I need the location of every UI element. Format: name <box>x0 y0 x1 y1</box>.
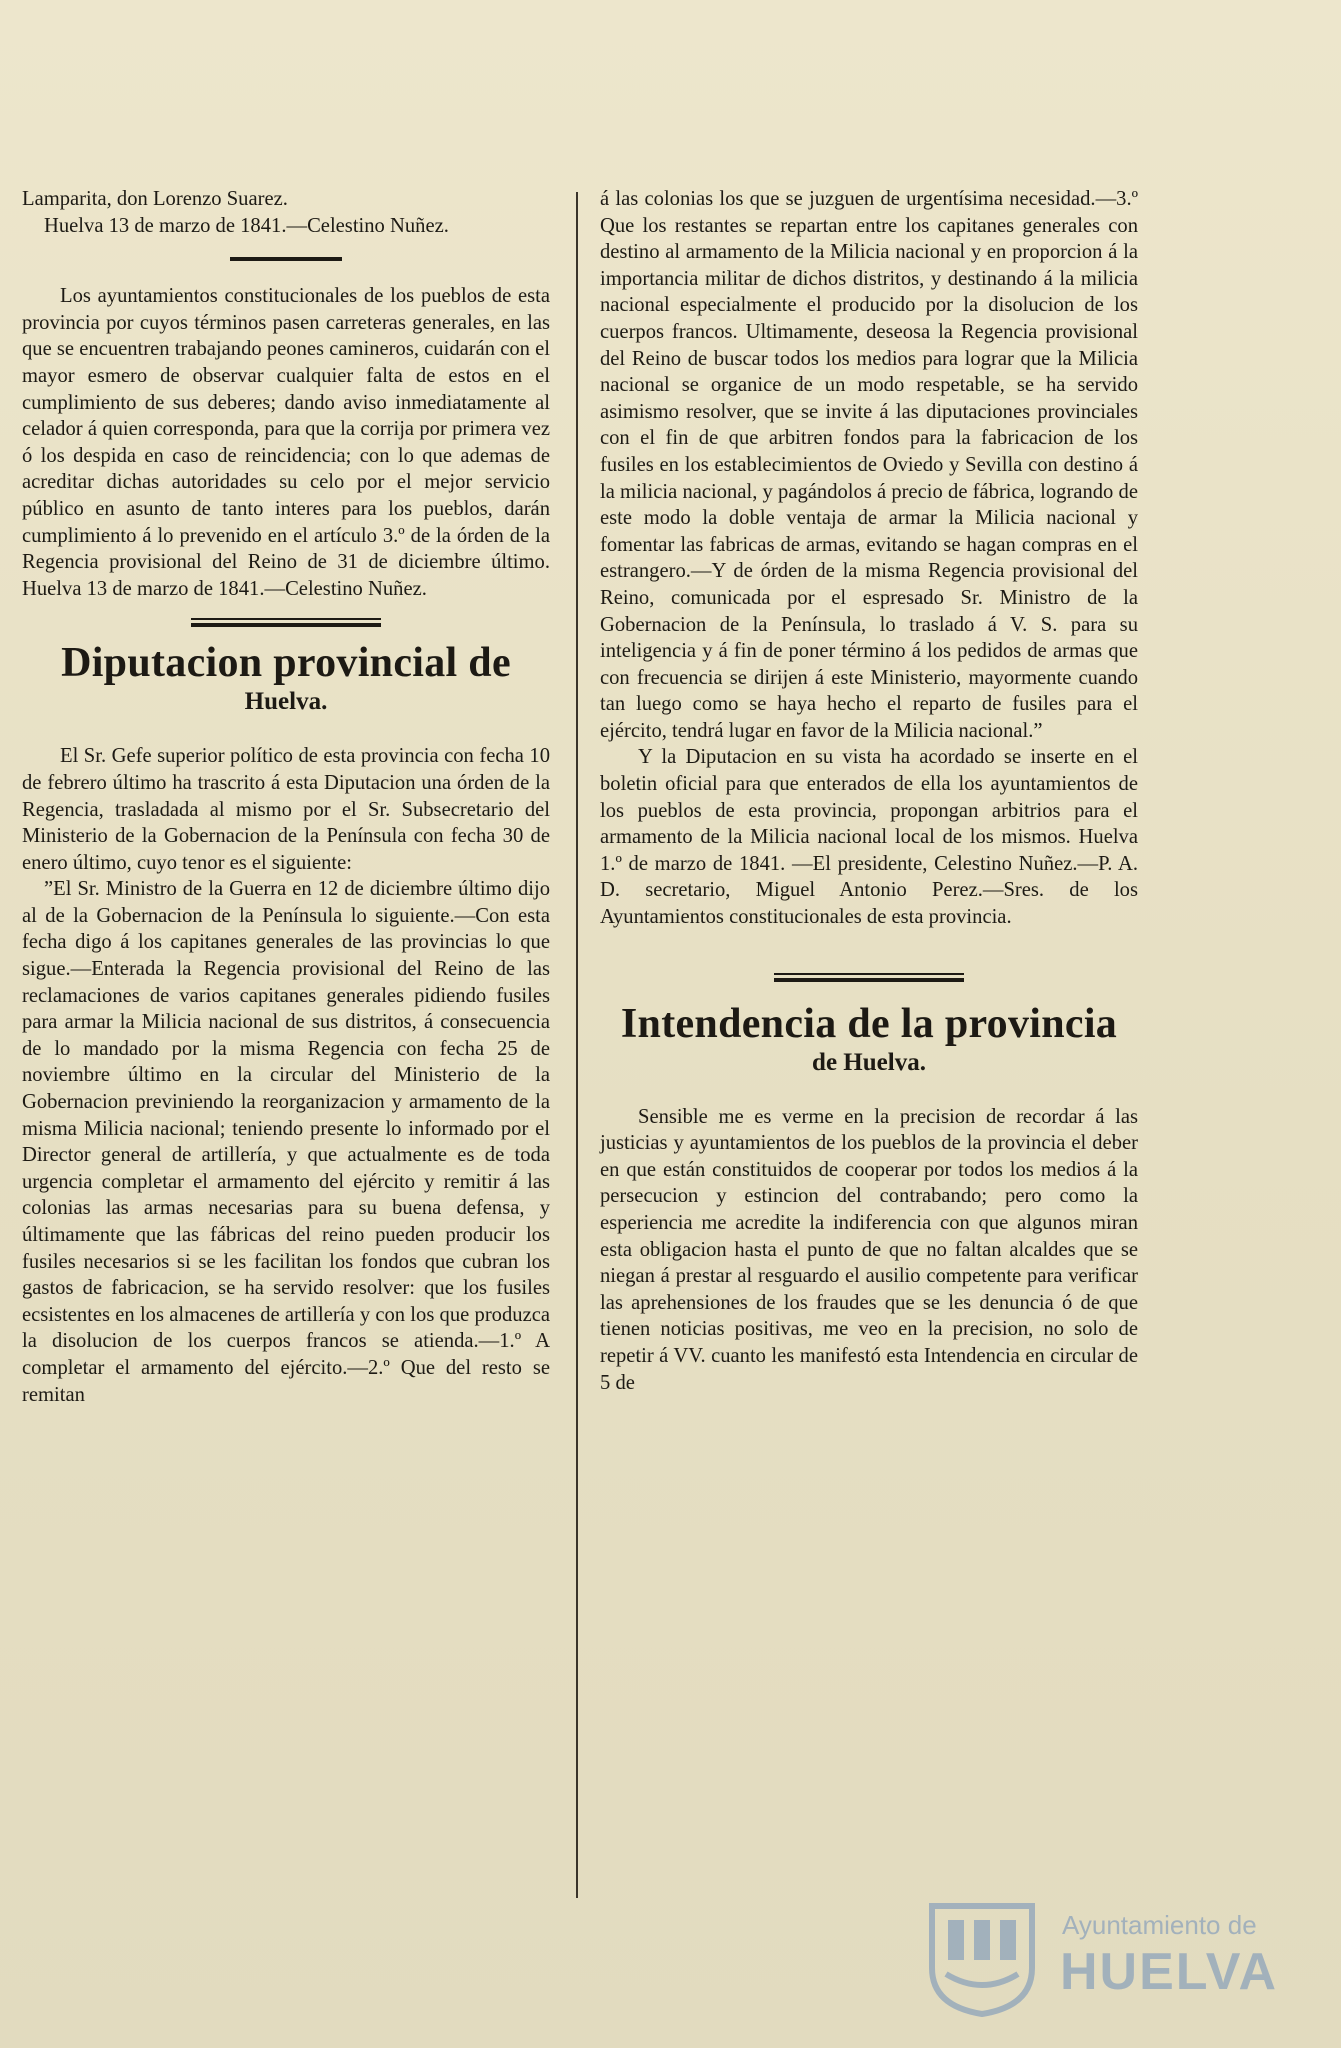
paragraph-ministro-guerra: ”El Sr. Ministro de la Guerra en 12 de diciembre último dijo al de la Gobernacion de la Península lo siguiente.—Con esta fecha digo á los capitanes generales de las provincias lo que sigue.—Enterada la Regencia provisional del Reino de las reclamaciones de varios capitanes generales pidiendo fusiles para armar la Milicia nacional de sus distritos, á consecuencia de lo mandado por la misma Regencia con fecha 25 de noviembre último en la circular del Ministerio de la Gobernacion previniendo la reorganizacion y armamento de la misma Milicia nacional; teniendo presente lo informado por el Director general de artillería, y que actualmente es de toda urgencia completar el armamento del ejército y remitir á las colonias las armas necesarias para su buena defensa, y últimamente que las fábricas del reino pueden producir los fusiles necesarios si se les facilitan los fondos que cubran los gastos de fabricacion, se ha servido resolver: que los fusiles ecsistentes en los almacenes de artillería y con los que produzca la disolucion de los cuerpos francos se atienda.—1.º A completar el armamento del ejército.—2.º Que del resto se remitan <box>22 878 550 1406</box>
left-column <box>22 186 550 1408</box>
watermark-text-line1: Ayuntamiento de <box>1062 1910 1257 1940</box>
paragraph-colonias: á las colonias los que se juzguen de urgentísima necesidad.—3.º Que los restantes se repartan entre los capitanes generales con destino al armamento de la Milicia nacional y en proporcion á la importancia militar de dichos distritos, y destinando á la milicia nacional especialmente el producido por la disolucion de los cuerpos francos. Ultimamente, deseosa la Regencia provisional del Reino de buscar todos los medios para lograr que la Milicia nacional se organice de un modo respetable, se ha servido asimismo resolver, que se invite á las diputaciones provinciales con el fin de que arbitren fondos para la fabricacion de los fusiles en los establecimientos de Oviedo y Sevilla con destino á la milicia nacional, y pagándolos á precio de fábrica, logrando de este modo la doble ventaja de armar la Milicia nacional y fomentar las fabricas de armas, evitando se hagan compras en el estrangero.—Y de órden de la misma Regencia provisional del Reino, comunicada por el espresado Sr. Ministro de la Gobernacion de la Península, lo traslado á V. S. para su inteligencia y á fin de poner término á los pedidos de armas que con frecuencia se dirijen á este Ministerio, mayormente cuando tan luego como se haya hecho el reparto de fusiles para el ejército, tendrá lugar en favor de la Milicia nacional.” <box>600 188 1138 742</box>
column-rule <box>576 192 578 1898</box>
section-heading-diputacion <box>22 639 550 717</box>
coat-of-arms-icon <box>922 1898 1042 2018</box>
paragraph-date-signature: Huelva 13 de marzo de 1841.—Celestino Nuñez. <box>44 214 449 237</box>
section-divider <box>230 257 342 261</box>
paragraph-gefe-politico: El Sr. Gefe superior político de esta provincia con fecha 10 de febrero último ha trascrito á esta Diputacion una órden de la Regencia, trasladada al mismo por el Sr. Subsecretario del Ministerio de la Gobernacion de la Península con fecha 30 de enero último, cuyo tenor es el siguiente: <box>22 745 550 874</box>
section-heading-intendencia <box>600 1000 1138 1078</box>
paragraph-sensible: Sensible me es verme en la precision de recordar á las justicias y ayuntamientos de los pueblos de la provincia el deber en que están constituidos de cooperar por todos los medios á la persecucion y estincion del contrabando; pero como la esperiencia me acredite la indiferencia con que algunos miran esta obligacion hasta el punto de que no faltan alcaldes que se niegan á prestar al resguardo el ausilio competente para verificar las aprehensiones de los fraudes que se les denuncia ó de que tienen noticias positivas, me veo en la precision, no solo de repetir á VV. cuanto les manifestó esta Intendencia en circular de 5 de <box>600 1105 1138 1394</box>
watermark-text-line2: HUELVA <box>1060 1943 1279 2001</box>
section-double-divider <box>774 973 964 982</box>
paragraph-ayuntamientos: Los ayuntamientos constitucionales de los pueblos de esta provincia por cuyos términos pasen carreteras generales, en las que se encuentren trabajando peones camineros, cuidarán con el mayor esmero de observar cualquier falta de estos en el cumplimiento de sus deberes; dando aviso inmediatamente al celador á quien corresponda, para que la corrija por primera vez ó los despida en caso de reincidencia; con lo que ademas de acreditar dichas autoridades su celo por el mejor servicio público en asunto de tanto interes para los pueblos, darán cumplimiento á lo prevenido en el artículo 3.º de la órden de la Regencia provisional del Reino de 31 de diciembre último. Huelva 13 de marzo de 1841.—Celestino Nuñez. <box>22 285 550 600</box>
section-double-divider <box>191 618 381 627</box>
paragraph-lamparita: Lamparita, don Lorenzo Suarez. <box>22 188 288 210</box>
watermark-logo <box>922 1898 1279 2018</box>
paragraph-diputacion-acuerdo: Y la Diputacion en su vista ha acordado se inserte en el boletin oficial para que enterados de ella los ayuntamientos de los pueblos de esta provincia, propongan arbitrios para el armamento de la Milicia nacional local de los mismos. Huelva 1.º de marzo de 1841. —El presidente, Celestino Nuñez.—P. A. D. secretario, Miguel Antonio Perez.—Sres. de los Ayuntamientos constitucionales de esta provincia. <box>600 746 1138 929</box>
heading-title: Diputacion provincial de <box>61 640 511 687</box>
heading-subtitle: Huelva. <box>244 688 328 716</box>
heading-title: Intendencia de la provincia <box>620 1000 1118 1047</box>
heading-subtitle: de Huelva. <box>812 1048 926 1076</box>
right-column <box>600 186 1138 1396</box>
